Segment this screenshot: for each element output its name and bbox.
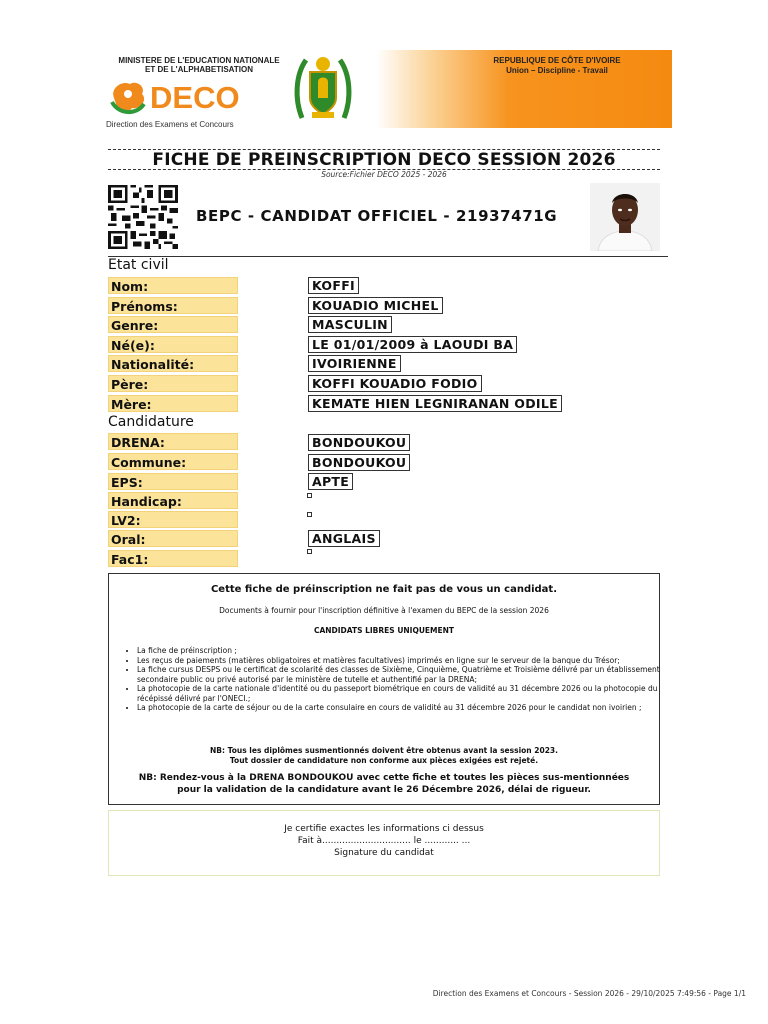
page-footer: Direction des Examens et Concours - Session 2026 - 29/10/2025 7:49:56 - Page 1/1: [432, 989, 746, 998]
value-handicap-empty: [307, 493, 312, 498]
list-item: • La fiche cursus DESPS ou le certificat de scolarité des classes de Sixième, Cinquième, Quatrième et Troisième délivré par un établissement secondaire public ou privé autorisé par le ministère de tutelle et authentifié par la DRENA;: [137, 665, 667, 684]
label-ne: Né(e):: [108, 336, 238, 353]
label-commune: Commune:: [108, 453, 238, 470]
list-item: • La photocopie de la carte nationale d'identité ou du passeport biométrique en cours de validité au 31 décembre 2026 ou la photocopie du récépissé délivré par l'ONECI.;: [137, 684, 667, 703]
republic-motto: Union – Discipline - Travail: [506, 66, 608, 75]
value-ne: LE 01/01/2009 à LAOUDI BA: [308, 336, 517, 353]
required-documents-list: [123, 646, 667, 713]
section-title-etat-civil: Etat civil: [108, 257, 169, 273]
candidate-heading: BEPC - CANDIDAT OFFICIEL - 21937471G: [196, 207, 558, 225]
certification-statement: Je certifie exactes les informations ci dessus: [284, 824, 484, 834]
nb-rendez-vous-line-1: NB: Rendez-vous à la DRENA BONDOUKOU avec cette fiche et toutes les pièces sus-mentionnées: [138, 773, 630, 783]
label-lv2: LV2:: [108, 511, 238, 528]
page-title: FICHE DE PREINSCRIPTION DECO SESSION 2026: [152, 150, 616, 170]
ministry-line-2: ET DE L'ALPHABETISATION: [145, 65, 253, 74]
coat-of-arms-icon: [292, 54, 354, 124]
list-item: • La photocopie de la carte de séjour ou de la carte consulaire en cours de validité au 31 décembre 2026 pour le candidat non ivoirien ;: [137, 703, 667, 713]
deco-logo-text: DECO: [150, 80, 240, 115]
list-item: • Les reçus de paiements (matières obligatoires et matières facultatives) imprimés en ligne sur le serveur de la banque du Trésor;: [137, 656, 667, 666]
value-commune: BONDOUKOU: [308, 454, 410, 471]
value-drena: BONDOUKOU: [308, 434, 410, 451]
source-note: Source:Fichier DECO 2025 - 2026: [321, 170, 447, 179]
value-nom: KOFFI: [308, 277, 359, 294]
candidate-photo: [590, 183, 660, 251]
label-handicap: Handicap:: [108, 492, 238, 509]
label-oral: Oral:: [108, 530, 238, 547]
certification-box: [108, 810, 660, 876]
nb-rendez-vous-line-2: pour la validation de la candidature avant le 26 Décembre 2026, délai de rigueur.: [177, 785, 591, 795]
label-mere: Mère:: [108, 395, 238, 412]
value-genre: MASCULIN: [308, 316, 392, 333]
deco-subtitle: Direction des Examens et Concours: [106, 120, 234, 129]
value-eps: APTE: [308, 473, 353, 490]
section-title-candidature: Candidature: [108, 414, 194, 430]
candidate-portrait-icon: [590, 183, 660, 251]
nb-rendez-vous: [109, 772, 659, 796]
label-pere: Père:: [108, 375, 238, 392]
value-oral: ANGLAIS: [308, 530, 380, 547]
republic-name: [472, 56, 642, 76]
value-fac1-empty: [307, 549, 312, 554]
candidate-signature-label: Signature du candidat: [334, 848, 434, 858]
label-genre: Genre:: [108, 316, 238, 333]
notice-box: [108, 573, 660, 805]
certification-place-date: Fait à............................... le ............ ...: [297, 836, 471, 846]
ivory-coast-map-icon: [106, 78, 150, 118]
label-nom: Nom:: [108, 277, 238, 294]
qr-code-icon: [108, 185, 178, 249]
value-nationalite: IVOIRIENNE: [308, 355, 401, 372]
value-lv2-empty: [307, 512, 312, 517]
section-divider: [108, 256, 668, 257]
value-mere: KEMATE HIEN LEGNIRANAN ODILE: [308, 395, 562, 412]
document-header: [106, 50, 672, 132]
notice-intro: Documents à fournir pour l'inscription définitive à l'examen du BEPC de la session 2026: [219, 606, 549, 615]
ministry-name: [110, 56, 288, 74]
notice-title: Cette fiche de préinscription ne fait pas de vous un candidat.: [210, 584, 558, 595]
value-prenoms: KOUADIO MICHEL: [308, 297, 443, 314]
nb-diplomas-line-2: Tout dossier de candidature non conforme aux pièces exigées est rejeté.: [229, 756, 539, 765]
republic-line-1: REPUBLIQUE DE CÔTE D'IVOIRE: [493, 56, 621, 65]
ministry-line-1: MINISTERE DE L'EDUCATION NATIONALE: [118, 56, 280, 65]
label-fac1: Fac1:: [108, 550, 238, 567]
nb-diplomas: [109, 746, 659, 766]
label-prenoms: Prénoms:: [108, 297, 238, 314]
list-item: • La fiche de préinscription ;: [137, 646, 667, 656]
label-drena: DRENA:: [108, 433, 238, 450]
label-nationalite: Nationalité:: [108, 355, 238, 372]
nb-diplomas-line-1: NB: Tous les diplômes susmentionnés doivent être obtenus avant la session 2023.: [210, 746, 558, 755]
value-pere: KOFFI KOUADIO FODIO: [308, 375, 482, 392]
notice-subtitle: CANDIDATS LIBRES UNIQUEMENT: [313, 626, 455, 635]
deco-logo: [106, 78, 266, 130]
label-eps: EPS:: [108, 473, 238, 490]
